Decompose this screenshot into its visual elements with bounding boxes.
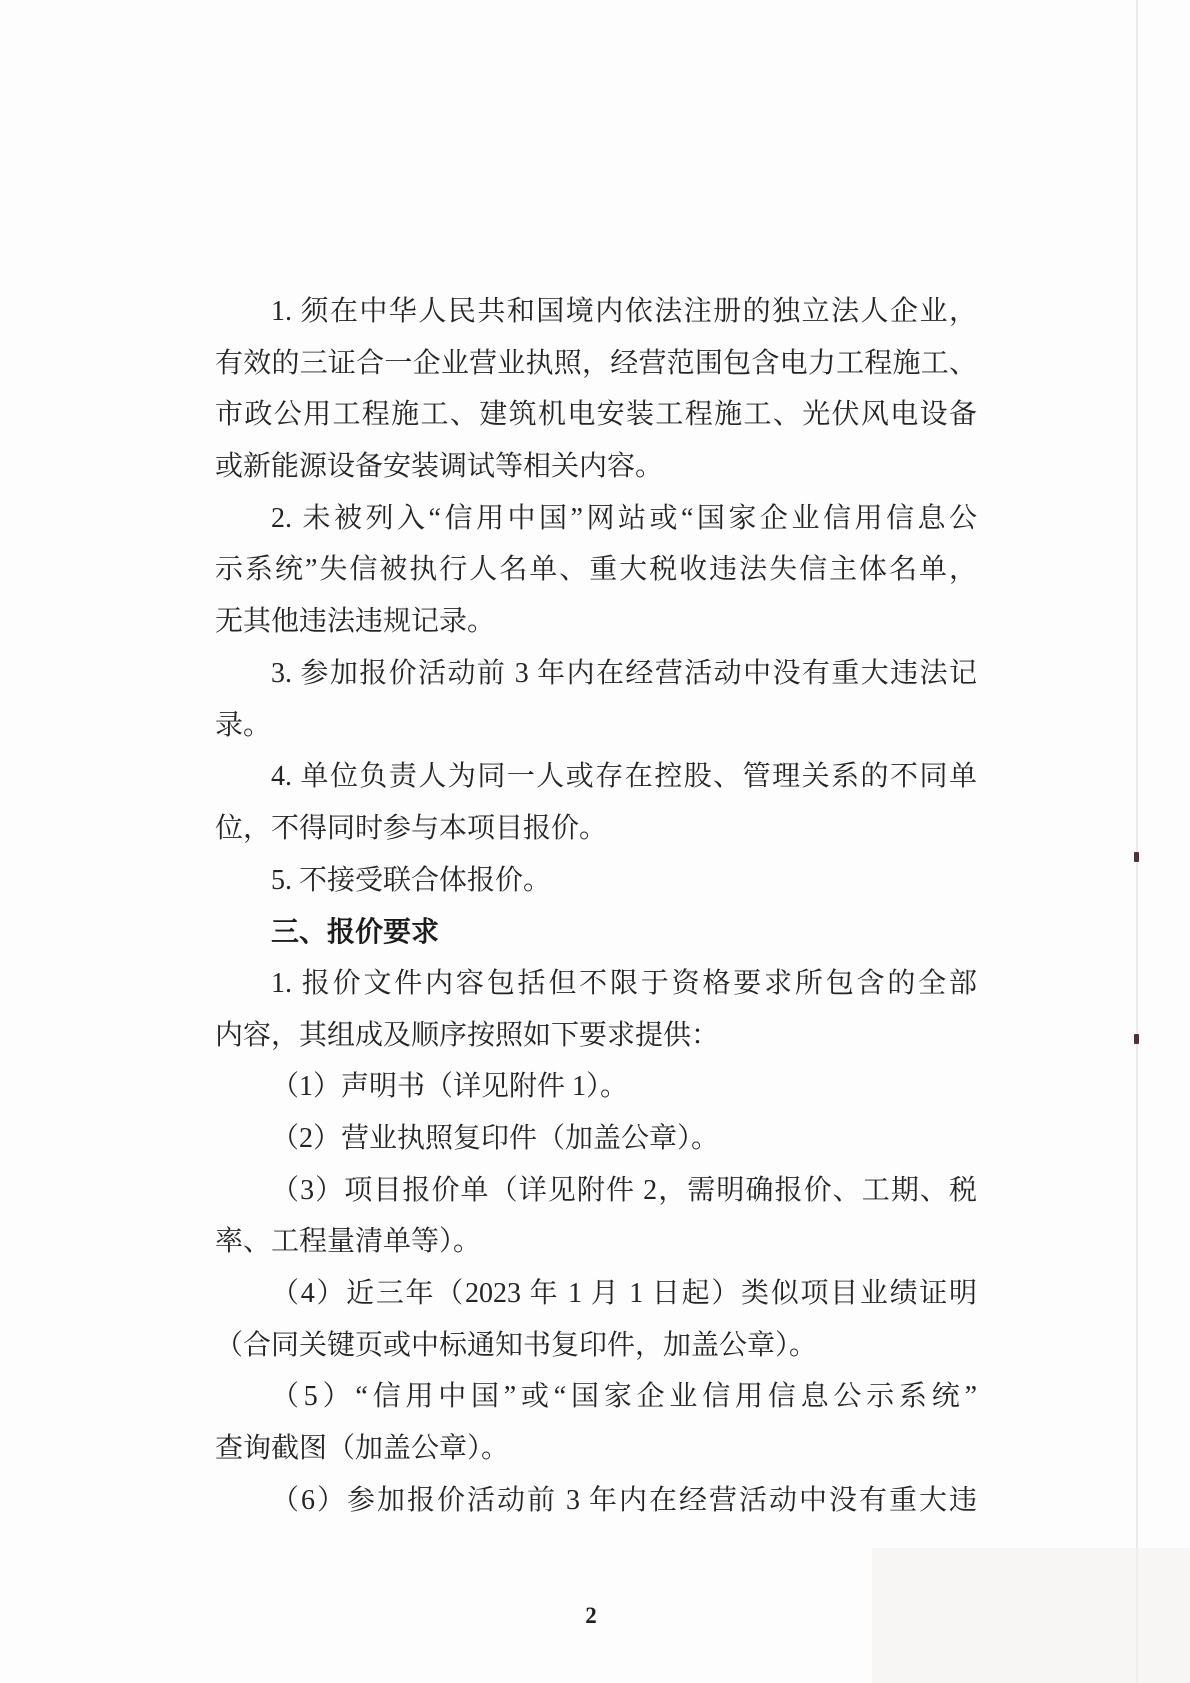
text-line: （3）项目报价单（详见附件 2，需明确报价、工期、税 (271, 1174, 977, 1206)
text-line: 市政公用工程施工、建筑机电安装工程施工、光伏风电设备 (215, 399, 977, 431)
text-line: 1. 须在中华人民共和国境内依法注册的独立法人企业， (271, 296, 977, 327)
text-line: 率、工程量清单等）。 (215, 1226, 482, 1258)
text-line: （合同关键页或中标通知书复印件，加盖公章）。 (215, 1329, 818, 1361)
text-line: 示系统”失信被执行人名单、重大税收违法失信主体名单， (215, 554, 977, 586)
text-line: 4. 单位负责人为同一人或存在控股、管理关系的不同单 (271, 761, 977, 793)
page-number: 2 (585, 1603, 597, 1628)
text-line: 有效的三证合一企业营业执照，经营范围包含电力工程施工、 (215, 347, 977, 379)
text-line: （1）声明书（详见附件 1）。 (271, 1071, 629, 1103)
text-line: 位，不得同时参与本项目报价。 (215, 812, 608, 844)
scan-speck-bottom (1134, 1034, 1139, 1044)
text-line: 1. 报价文件内容包括但不限于资格要求所包含的全部 (271, 967, 977, 999)
text-line: （2）营业执照复印件（加盖公章）。 (271, 1123, 720, 1154)
text-line: 查询截图（加盖公章）。 (215, 1433, 510, 1465)
section-heading: 三、报价要求 (271, 916, 440, 948)
text-line: 5. 不接受联合体报价。 (271, 864, 552, 896)
text-line: 2. 未被列入“信用中国”网站或“国家企业信用信息公 (271, 502, 977, 534)
text-line: 无其他违法违规记录。 (215, 606, 496, 638)
text-line: 录。 (215, 709, 272, 741)
text-line: 内容，其组成及顺序按照如下要求提供： (215, 1019, 720, 1051)
scan-speck-top (1134, 852, 1139, 862)
document-lines (215, 286, 977, 1527)
text-line: （6）参加报价活动前 3 年内在经营活动中没有重大违 (271, 1484, 977, 1516)
text-line: （4）近三年（2023 年 1 月 1 日起）类似项目业绩证明 (271, 1278, 977, 1310)
text-line: 或新能源设备安装调试等相关内容。 (215, 451, 664, 483)
text-line: （5）“信用中国”或“国家企业信用信息公示系统” (271, 1381, 977, 1413)
text-line: 3. 参加报价活动前 3 年内在经营活动中没有重大违法记 (271, 657, 977, 689)
scan-fold-line (1136, 0, 1138, 1683)
